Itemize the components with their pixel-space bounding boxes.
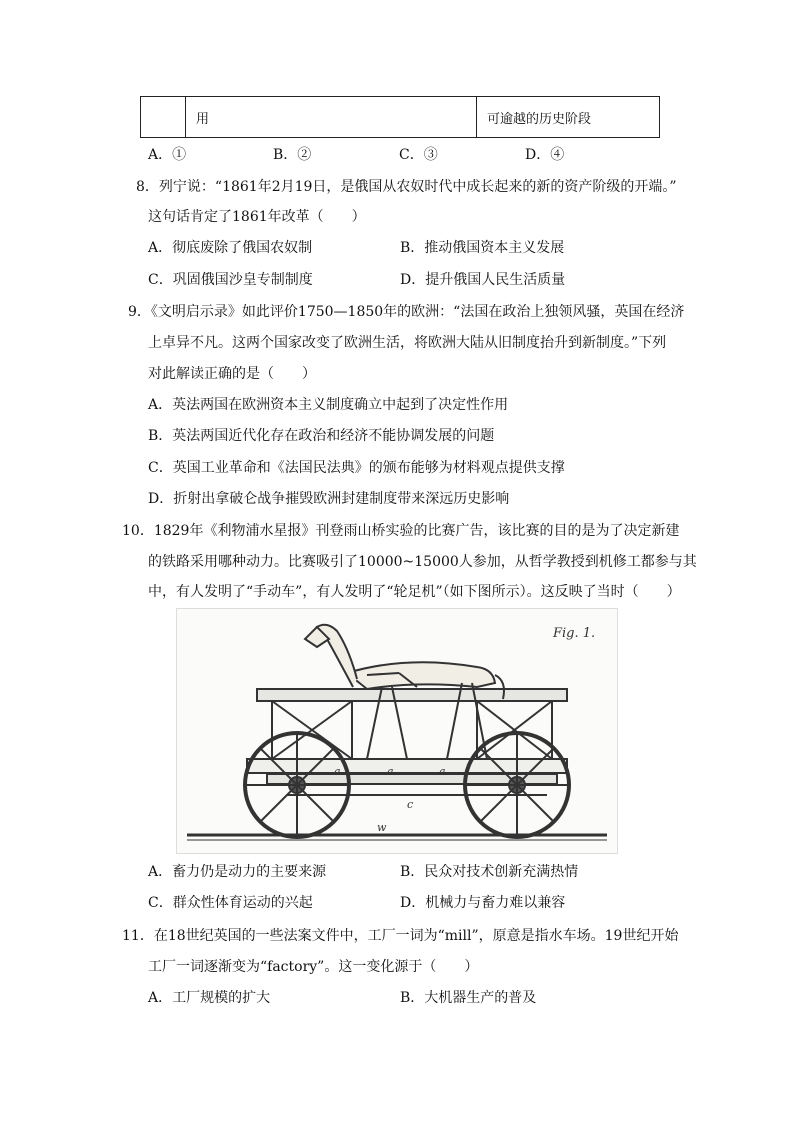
q11-option-a[interactable]: A．工厂规模的扩大 xyxy=(148,990,271,1006)
q7-option-b[interactable]: B．② xyxy=(273,147,312,163)
q8-stem-line-1: 8．列宁说：“1861年2月19日，是俄国从农奴时代中成长起来的新的资产阶级的开端。” xyxy=(136,179,677,195)
figure-mark-a-3: a xyxy=(439,765,446,778)
table-cell-col2: 用 xyxy=(186,97,477,138)
figure-mark-a-2: a xyxy=(387,765,394,778)
q8-option-c[interactable]: C．巩固俄国沙皇专制制度 xyxy=(148,272,313,288)
q10-option-a[interactable]: A．畜力仍是动力的主要来源 xyxy=(148,864,327,880)
q11-option-b[interactable]: B．大机器生产的普及 xyxy=(400,990,537,1006)
q9-option-d[interactable]: D．折射出拿破仑战争摧毁欧洲封建制度带来深远历史影响 xyxy=(148,491,510,507)
q10-stem-line-3: 中，有人发明了“手动车”，有人发明了“轮足机”（如下图所示）。这反映了当时（ ） xyxy=(148,584,681,600)
q8-option-a[interactable]: A．彻底废除了俄国农奴制 xyxy=(148,240,313,256)
q10-option-b[interactable]: B．民众对技术创新充满热情 xyxy=(400,864,579,880)
q9-stem-line-1: 9．《文明启示录》如此评价1750—1850年的欧洲：“法国在政治上独领风骚，英国在经济 xyxy=(128,304,685,320)
q8-stem-line-2: 这句话肯定了1861年改革（ ） xyxy=(148,209,366,225)
q9-stem-line-2: 上卓异不凡。这两个国家改变了欧洲生活，将欧洲大陆从旧制度抬升到新制度。”下列 xyxy=(148,335,667,351)
q9-option-a[interactable]: A．英法两国在欧洲资本主义制度确立中起到了决定性作用 xyxy=(148,397,509,413)
figure-mark-c: c xyxy=(407,798,414,811)
q9-option-c[interactable]: C．英国工业革命和《法国民法典》的颁布能够为材料观点提供支撑 xyxy=(148,460,565,476)
q11-stem-line-1: 11．在18世纪英国的一些法案文件中，工厂一词为“mill”，原意是指水车场。19世纪开始 xyxy=(122,928,679,944)
q9-stem-line-3: 对此解读正确的是（ ） xyxy=(148,366,316,382)
q10-stem-line-1: 10．1829年《利物浦水星报》刊登雨山桥实验的比赛广告，该比赛的目的是为了决定新建 xyxy=(122,523,680,539)
figure-mark-w: w xyxy=(377,821,387,834)
q7-option-a[interactable]: A．① xyxy=(148,147,187,163)
figure-label: Fig. 1. xyxy=(553,626,596,641)
q9-option-b[interactable]: B．英法两国近代化存在政治和经济不能协调发展的问题 xyxy=(148,428,495,444)
table-cell-col3: 可逾越的历史阶段 xyxy=(477,97,660,138)
horse-carriage-figure xyxy=(176,608,618,854)
q7-option-d[interactable]: D．④ xyxy=(525,147,565,163)
table-cell-empty xyxy=(141,97,186,138)
q7-option-c[interactable]: C．③ xyxy=(399,147,438,163)
q8-option-d[interactable]: D．提升俄国人民生活质量 xyxy=(400,272,566,288)
q11-stem-line-2: 工厂一词逐渐变为“factory”。这一变化源于（ ） xyxy=(148,959,479,975)
horse-carriage-illustration xyxy=(177,609,617,853)
q10-option-d[interactable]: D．机械力与畜力难以兼容 xyxy=(400,895,566,911)
q8-option-b[interactable]: B．推动俄国资本主义发展 xyxy=(400,240,565,256)
answer-table xyxy=(140,96,660,138)
figure-mark-a-1: a xyxy=(334,765,341,778)
q10-option-c[interactable]: C．群众性体育运动的兴起 xyxy=(148,895,313,911)
q10-stem-line-2: 的铁路采用哪种动力。比赛吸引了10000~15000人参加，从哲学教授到机修工都参与其 xyxy=(148,554,697,570)
